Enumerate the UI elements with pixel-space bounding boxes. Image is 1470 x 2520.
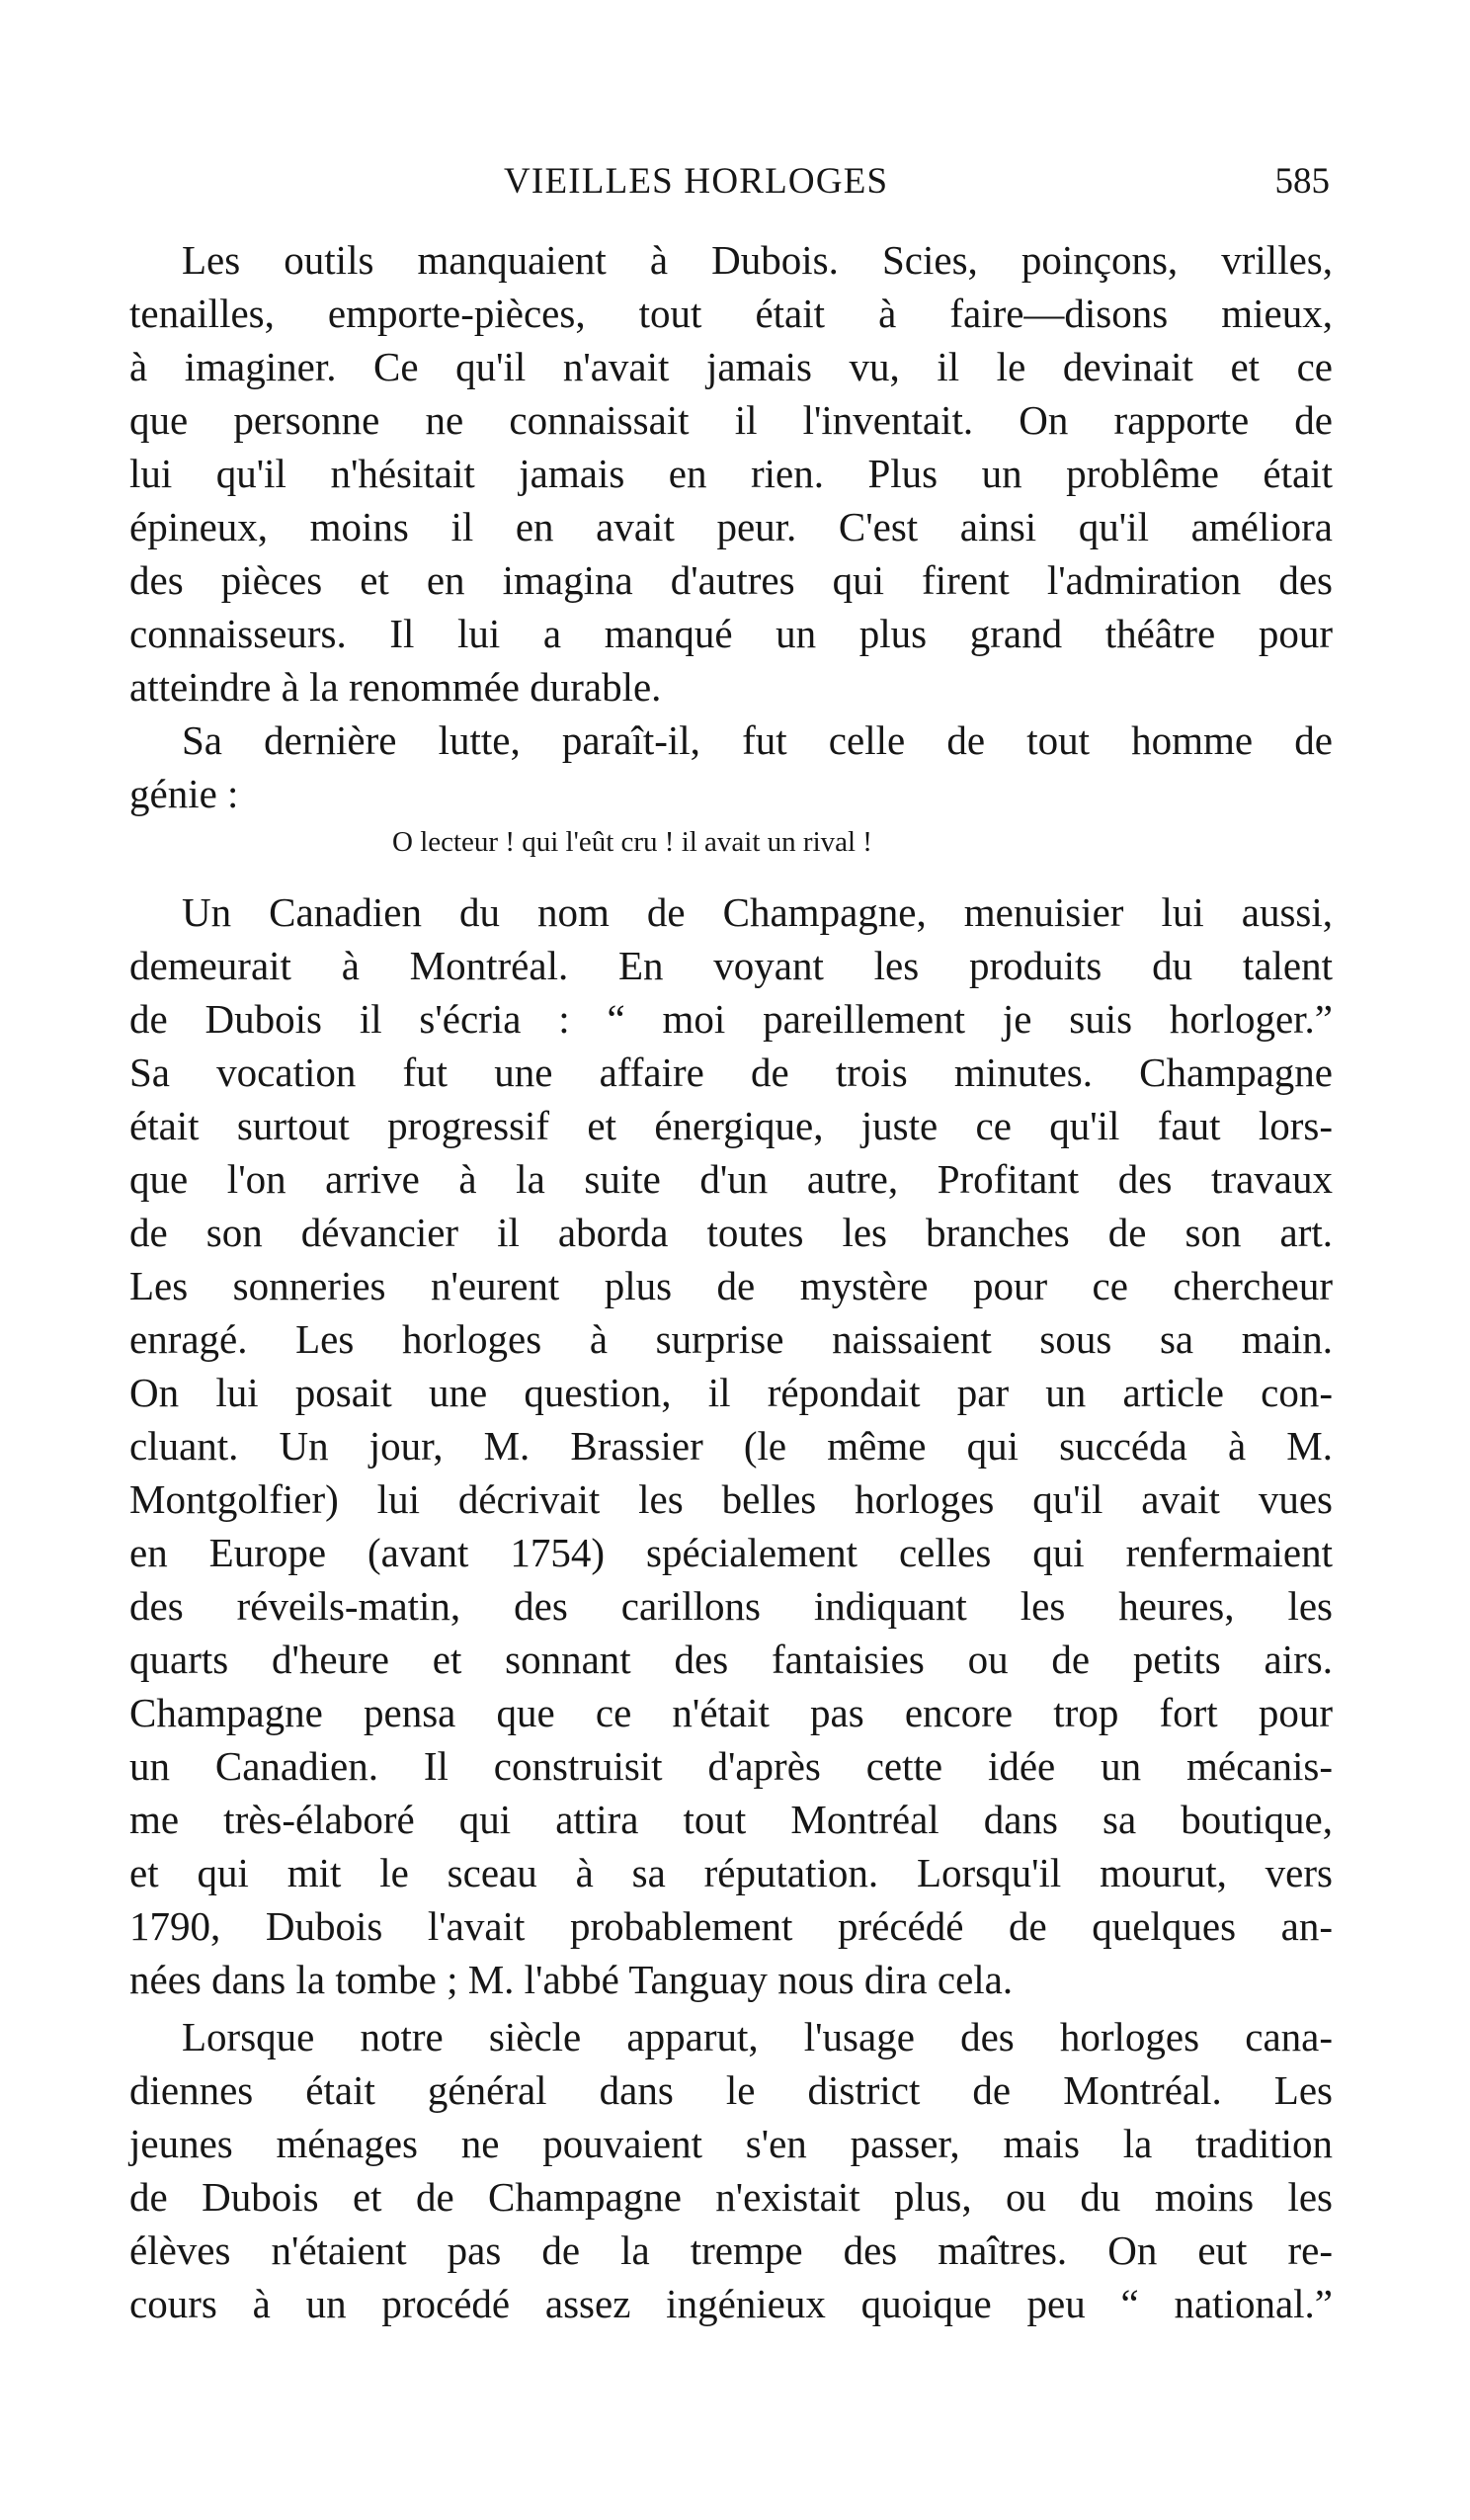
text-line: diennes était général dans le district de Montréal. Les [129, 2067, 1333, 2113]
text-line: enragé. Les horloges à surprise naissaient sous sa main. [129, 1316, 1333, 1362]
text-line: épineux, moins il en avait peur. C'est ainsi qu'il améliora [129, 504, 1333, 549]
text-line: un Canadien. Il construisit d'après cette idée un mécanis- [129, 1743, 1333, 1789]
text-line: demeurait à Montréal. En voyant les produits du talent [129, 943, 1333, 988]
text-line: de son dévancier il aborda toutes les branches de son art. [129, 1210, 1333, 1255]
text-line: que personne ne connaissait il l'inventait. On rapporte de [129, 397, 1333, 443]
page-number: 585 [1274, 161, 1330, 202]
paragraph [129, 714, 1333, 820]
text-line: jeunes ménages ne pouvaient s'en passer, mais la tradition [129, 2121, 1333, 2166]
text-line: que l'on arrive à la suite d'un autre, Profitant des travaux [129, 1156, 1333, 1202]
text-line: Un Canadien du nom de Champagne, menuisier lui aussi, [182, 889, 1333, 935]
text-line: des réveils-matin, des carillons indiquant les heures, les [129, 1583, 1333, 1629]
text-line: Les sonneries n'eurent plus de mystère pour ce chercheur [129, 1263, 1333, 1308]
text-line: connaisseurs. Il lui a manqué un plus grand théâtre pour [129, 611, 1333, 656]
text-line: en Europe (avant 1754) spécialement celles qui renfermaient [129, 1530, 1333, 1575]
text-line: était surtout progressif et énergique, juste ce qu'il faut lors- [129, 1103, 1333, 1148]
body-text [129, 233, 1333, 2330]
text-line: 1790, Dubois l'avait probablement précédé de quelques an- [129, 1903, 1333, 1949]
text-line: et qui mit le sceau à sa réputation. Lorsqu'il mourut, vers [129, 1850, 1333, 1895]
text-line: lui qu'il n'hésitait jamais en rien. Plus un problême était [129, 451, 1333, 496]
paragraph [129, 885, 1333, 2006]
text-line: Les outils manquaient à Dubois. Scies, poinçons, vrilles, [182, 237, 1333, 283]
text-line: nées dans la tombe ; M. l'abbé Tanguay nous dira cela. [129, 1957, 1014, 2002]
verse-quotation: O lecteur ! qui l'eût cru ! il avait un rival ! [392, 826, 872, 858]
text-line: Lorsque notre siècle apparut, l'usage des horloges cana- [182, 2014, 1333, 2059]
text-line: tenailles, emporte-pièces, tout était à faire—disons mieux, [129, 291, 1333, 336]
paragraph [129, 233, 1333, 714]
text-line: de Dubois il s'écria : “ moi pareillement je suis horloger.” [129, 996, 1333, 1042]
text-line: élèves n'étaient pas de la trempe des maîtres. On eut re- [129, 2227, 1333, 2273]
text-line: cours à un procédé assez ingénieux quoique peu “ national.” [129, 2281, 1333, 2326]
running-title: VIEILLES HORLOGES [504, 161, 889, 202]
text-line: Sa vocation fut une affaire de trois minutes. Champagne [129, 1050, 1333, 1095]
text-line: atteindre à la renommée durable. [129, 664, 662, 710]
text-line: me très-élaboré qui attira tout Montréal dans sa boutique, [129, 1797, 1333, 1842]
text-line: quarts d'heure et sonnant des fantaisies ou de petits airs. [129, 1637, 1333, 1682]
text-line: Montgolfier) lui décrivait les belles horloges qu'il avait vues [129, 1476, 1333, 1522]
text-line: Champagne pensa que ce n'était pas encore trop fort pour [129, 1690, 1333, 1735]
text-line: génie : [129, 771, 239, 816]
text-line: On lui posait une question, il répondait par un article con- [129, 1370, 1333, 1415]
paragraph [129, 2010, 1333, 2330]
text-line: Sa dernière lutte, paraît-il, fut celle de tout homme de [182, 717, 1333, 763]
text-line: à imaginer. Ce qu'il n'avait jamais vu, il le devinait et ce [129, 344, 1333, 389]
text-line: cluant. Un jour, M. Brassier (le même qui succéda à M. [129, 1423, 1333, 1469]
text-line: des pièces et en imagina d'autres qui firent l'admiration des [129, 557, 1333, 603]
text-line: de Dubois et de Champagne n'existait plus, ou du moins les [129, 2174, 1333, 2220]
running-head [0, 160, 1470, 219]
